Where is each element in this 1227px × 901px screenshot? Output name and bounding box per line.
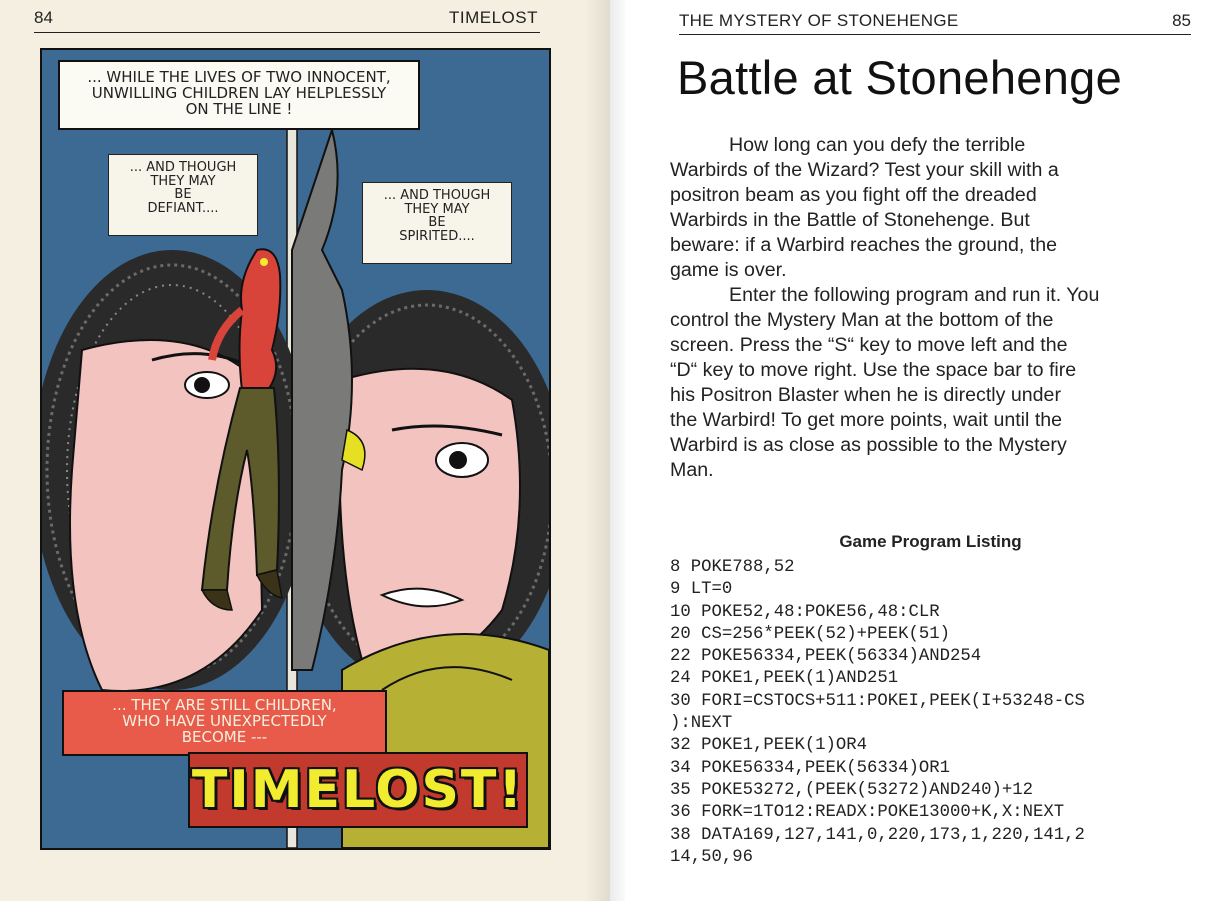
right-page-number: 85 bbox=[1172, 11, 1191, 30]
left-page-number: 84 bbox=[34, 8, 53, 27]
code-line: 8 POKE788,52 bbox=[670, 558, 795, 577]
paragraph-line: Man. bbox=[670, 459, 714, 481]
paragraph-line: Warbirds of the Wizard? Test your skill with a bbox=[670, 159, 1059, 181]
caption-children bbox=[62, 690, 387, 756]
paragraph-line: his Positron Blaster when he is directly under bbox=[670, 384, 1061, 406]
paragraph-line: screen. Press the “S“ key to move left and the bbox=[670, 334, 1068, 356]
caption-line: THEY MAY bbox=[404, 201, 470, 217]
paragraph-line: the Warbird! To get more points, wait until the bbox=[670, 409, 1063, 431]
caption-line: BE bbox=[428, 215, 446, 231]
paragraph-line: Enter the following program and run it. You bbox=[729, 284, 1100, 306]
code-line: 22 POKE56334,PEEK(56334)AND254 bbox=[670, 647, 982, 667]
code-line: 32 POKE1,PEEK(1)OR4 bbox=[670, 736, 868, 756]
right-running-head: THE MYSTERY OF STONEHENGE bbox=[679, 11, 959, 30]
timelost-title-lettering: TIMELOST! bbox=[191, 760, 525, 820]
caption-line: BE bbox=[174, 187, 192, 203]
caption-line: ... THEY ARE STILL CHILDREN, bbox=[112, 696, 337, 714]
code-line: 14,50,96 bbox=[670, 847, 753, 867]
left-page-header bbox=[34, 4, 540, 33]
code-line: 30 FORI=CSTOCS+511:POKEI,PEEK(I+53248-CS bbox=[670, 691, 1085, 711]
caption-line: UNWILLING CHILDREN LAY HELPLESSLY bbox=[91, 83, 387, 102]
paragraph-line: Warbird is as close as possible to the Mystery bbox=[670, 434, 1067, 456]
paragraph-line: game is over. bbox=[670, 259, 787, 281]
caption-line: DEFIANT.... bbox=[147, 200, 219, 216]
page-heading: Battle at Stonehenge bbox=[677, 51, 1123, 104]
caption-line: THEY MAY bbox=[150, 173, 216, 189]
code-line: 34 POKE56334,PEEK(56334)OR1 bbox=[670, 758, 951, 778]
paragraph-line: positron beam as you fight off the dreaded bbox=[670, 184, 1037, 206]
code-line: 24 POKE1,PEEK(1)AND251 bbox=[670, 669, 899, 689]
caption-spirited bbox=[362, 182, 512, 264]
caption-line: ... AND THOUGH bbox=[129, 160, 237, 175]
caption-line: ... AND THOUGH bbox=[383, 188, 491, 203]
left-running-head: TIMELOST bbox=[448, 8, 538, 27]
program-listing bbox=[670, 557, 1195, 869]
caption-line: SPIRITED.... bbox=[399, 228, 475, 244]
caption-top bbox=[58, 60, 420, 130]
code-line: 20 CS=256*PEEK(52)+PEEK(51) bbox=[670, 624, 951, 644]
paragraph-line: How long can you defy the terrible bbox=[729, 134, 1026, 156]
timelost-title-box bbox=[188, 752, 528, 828]
caption-line: ON THE LINE ! bbox=[185, 99, 293, 118]
code-line: ):NEXT bbox=[670, 714, 733, 734]
comic-panel bbox=[40, 48, 551, 850]
paragraph-line: control the Mystery Man at the bottom of the bbox=[670, 309, 1054, 331]
paragraph-line: “D“ key to move right. Use the space bar to fire bbox=[670, 359, 1077, 381]
code-line: 10 POKE52,48:POKE56,48:CLR bbox=[670, 602, 940, 622]
book-gutter bbox=[585, 0, 625, 901]
code-line: 9 LT=0 bbox=[670, 580, 733, 600]
body-text bbox=[670, 133, 1195, 483]
code-line: 35 POKE53272,(PEEK(53272)AND240)+12 bbox=[670, 780, 1033, 800]
caption-line: ... WHILE THE LIVES OF TWO INNOCENT, bbox=[87, 68, 391, 86]
code-line: 38 DATA169,127,141,0,220,173,1,220,141,2 bbox=[670, 825, 1085, 845]
code-line: 36 FORK=1TO12:READX:POKE13000+K,X:NEXT bbox=[670, 803, 1065, 823]
right-page-header bbox=[679, 4, 1191, 35]
listing-heading: Game Program Listing bbox=[839, 532, 1022, 551]
caption-defiant bbox=[108, 154, 258, 236]
paragraph-line: Warbirds in the Battle of Stonehenge. But bbox=[670, 209, 1030, 231]
left-page bbox=[0, 0, 610, 901]
red-figure bbox=[240, 249, 281, 390]
caption-line: BECOME --- bbox=[181, 727, 268, 746]
right-page bbox=[625, 0, 1227, 901]
caption-line: WHO HAVE UNEXPECTEDLY bbox=[122, 711, 327, 730]
paragraph-line: beware: if a Warbird reaches the ground, the bbox=[670, 234, 1058, 256]
